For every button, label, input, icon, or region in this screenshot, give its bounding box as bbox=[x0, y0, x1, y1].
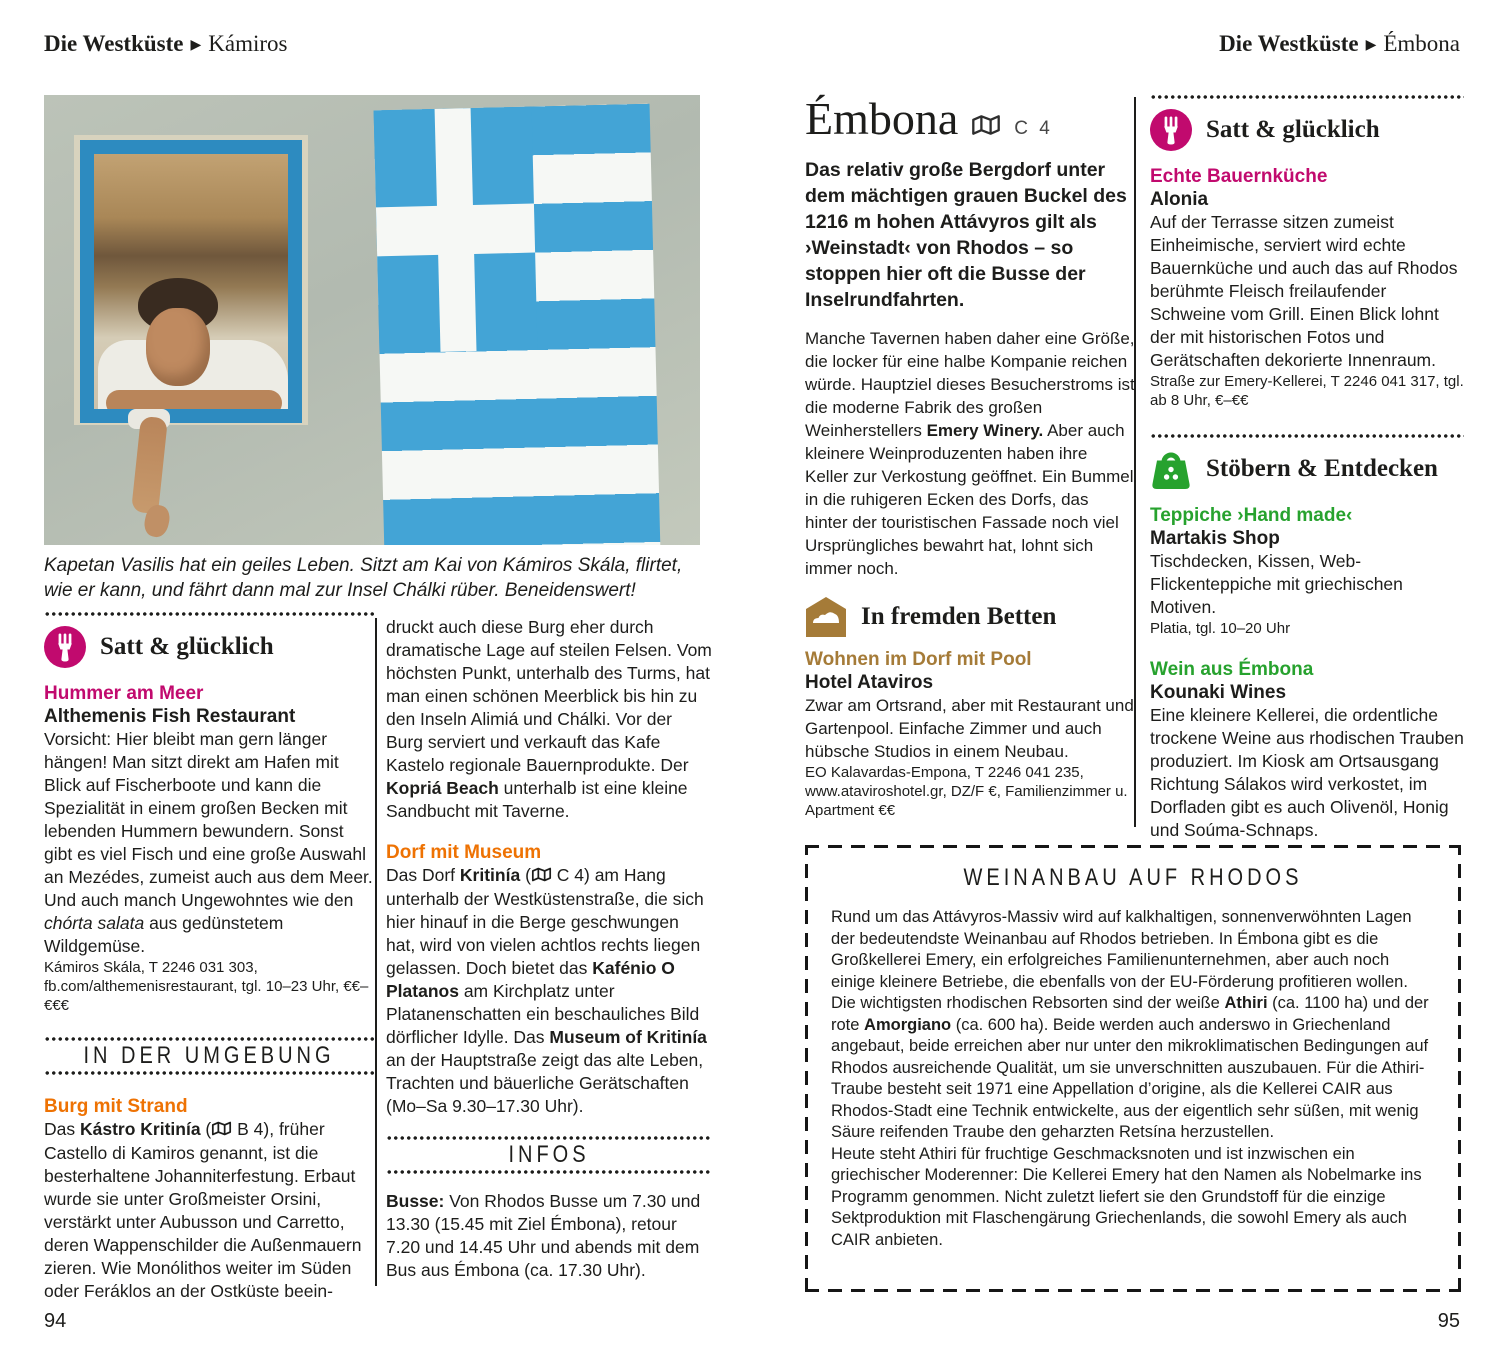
article-body: Manche Tavernen haben daher eine Größe, die locker für eine halbe Kompanie reichen würde. Hauptziel dieses Besucherstroms ist die moderne Fabrik des großen Weinherstellers Emery Winery. Aber auch kleinere Weinproduzenten haben ihre Keller zur Verkostung geöffnet. Ein Bummel in die ruhigeren Ecken des Dorfs, das hinter der touristischen Fassade noch viel Ursprüngliches bewahrt hat, lohnt sich immer noch. bbox=[805, 329, 1135, 578]
section-header-eat bbox=[44, 626, 374, 668]
rubric-label: IN DER UMGEBUNG bbox=[83, 1043, 335, 1069]
entry-kicker: Wohnen im Dorf mit Pool bbox=[805, 649, 1032, 670]
column-divider bbox=[375, 618, 377, 1286]
photo-caption: Kapetan Vasilis hat ein geiles Leben. Sitzt am Kai von Kámiros Skála, flirtet, wie er kann, und fährt dann mal zur Insel Chálki rüber. Beneidenswert! bbox=[44, 555, 683, 601]
infobox-title: WEINANBAU AUF RHODOS bbox=[963, 865, 1303, 891]
section-header-label: Satt & glücklich bbox=[100, 633, 274, 660]
section-header-label: Satt & glücklich bbox=[1206, 116, 1380, 143]
running-head-topic: Kámiros bbox=[208, 31, 288, 56]
infos-body: Busse: Von Rhodos Busse um 7.30 und 13.30 (15.45 mit Ziel Émbona), retour 7.20 und 14.45 Uhr und abends mit dem Bus aus Émbona (ca. 17.30 Uhr). bbox=[386, 1191, 701, 1280]
window bbox=[74, 135, 308, 425]
man-crossed-arms bbox=[106, 390, 282, 409]
man-hanging-arm bbox=[131, 416, 168, 514]
entry-body: Vorsicht: Hier bleibt man gern länger hängen! Man sitzt direkt am Hafen mit Blick auf Fischerboote und kann die Spezialität in einem großen Becken mit lebenden Hummern bewundern. Sonst gibt es viel Fisch und eine große Auswahl an Mezédes, zumeist auch aus dem Meer. Und auch manch Ungewohntes wie den chórta salata aus gedünstetem Wildgemüse. bbox=[44, 729, 373, 956]
infobox-paragraph: Rund um das Attávyros-Massiv wird auf kalkhaltigen, sonnenverwöhnten Lagen der bedeutendste Weinanbau auf Rhodos betrieben. In Émbona gibt es die Großkellerei Emery, ein erfolgreiches Familienunternehmen, aber auch noch einige kleinere Betriebe, die ebenfalls von der EU-Förderung profitieren wollen. Die wichtigsten rhodischen Rebsorten sind der weiße Athiri (ca. 1100 ha) und der rote Amorgiano (ca. 600 ha). Beide werden auch anderswo in Griechenland angebaut, beide erreichen aber nur unter den mikroklimatischen Bedingungen auf Rhodos ausreichende Qualität, um sie unverschnitten auszubauen. Für die Athiri-Traube besteht seit 1971 eine Appellation d’origine, als die Kellerei CAIR aus Rhodos-Stadt eine Technik entwickelte, aus der eigentlich sehr süßen, mit wenig Säure reifenden Traube den geharzten Retsína herzustellen. bbox=[831, 908, 1429, 1141]
entry-details: EO Kalavardas-Empona, T 2246 041 235, www.ataviroshotel.gr, DZ/F €, Familienzimmer u. Apartment €€ bbox=[805, 764, 1128, 819]
section-header-label: Stöbern & Entdecken bbox=[1206, 455, 1438, 482]
dotted-divider bbox=[44, 612, 374, 616]
entry-details: Kámiros Skála, T 2246 031 303, fb.com/althemenisrestaurant, tgl. 10–23 Uhr, €€–€€€ bbox=[44, 959, 369, 1014]
rubric-label: INFOS bbox=[508, 1142, 590, 1168]
page-number-right: 95 bbox=[1437, 1310, 1460, 1332]
section-header-eat bbox=[1150, 109, 1464, 151]
entry-body: Tischdecken, Kissen, Web-Flickenteppiche mit griechischen Motiven. bbox=[1150, 551, 1403, 617]
shopping-bag-icon bbox=[1150, 448, 1192, 490]
map-icon bbox=[211, 1119, 232, 1142]
entry-body: Das Dorf Kritinía ( C 4) am Hang unterhalb der Westküstenstraße, die sich hier hinauf in die Berge geschwungen hat, wird von vielen achtlos rechts liegen gelassen. Doch bietet das Kafénio O Platanos am Kirchplatz unter Platanenschatten ein beschauliches Bild dörflicher Idylle. Das Museum of Kritinía an der Hauptstraße zeigt das alte Leben, Trachten und bäuerliche Gerätschaften (Mo–Sa 9.30–17.30 Uhr). bbox=[386, 865, 707, 1116]
entry-body: Eine kleinere Kellerei, die ordentliche trockene Weine aus rhodischen Trauben produziert. Im Kiosk am Ortsausgang Richtung Sálakos wird verkostet, im Dorfladen gibt es auch Olivenöl, Honig und Soúma-Schnaps. bbox=[1150, 705, 1464, 840]
article-lead: Das relativ große Bergdorf unter dem mächtigen grauen Buckel des 1216 m hohen Attávyros gilt als ›Weinstadt‹ von Rhodos – so stoppen hier oft die Busse der Inselrundfahrten. bbox=[805, 159, 1127, 311]
window-frame bbox=[80, 140, 302, 423]
dotted-divider bbox=[1150, 95, 1464, 99]
map-icon bbox=[531, 865, 552, 888]
infobox-weinanbau bbox=[805, 845, 1461, 1292]
window-interior bbox=[94, 154, 288, 409]
map-grid-ref: C 4 bbox=[1014, 118, 1053, 139]
section-header-label: In fremden Betten bbox=[861, 603, 1057, 630]
entry-name: Hotel Ataviros bbox=[805, 672, 934, 693]
entry-kicker: Echte Bauernküche bbox=[1150, 166, 1328, 187]
article-title-row bbox=[805, 95, 1135, 143]
entry-body: Das Kástro Kritinía ( B 4), früher Castello di Kamiros genannt, ist die besterhaltene Johanniterfestung. Erbaut wurde sie unter Großmeister Orsini, verstärkt unter Aubusson und Carretto, deren Wappenschilder die Außenmauern zieren. Wie Monólithos weiter im Süden oder Feráklos an der Ostküste beein- bbox=[44, 1119, 362, 1301]
running-head-topic: Émbona bbox=[1383, 31, 1460, 56]
column-kamiros-left bbox=[44, 612, 374, 1303]
column-kamiros-right bbox=[386, 616, 712, 1282]
entry-name: Kounaki Wines bbox=[1150, 682, 1287, 703]
page-number-left: 94 bbox=[44, 1310, 67, 1332]
entry-kicker: Wein aus Émbona bbox=[1150, 659, 1314, 680]
infobox-paragraph: Heute steht Athiri für fruchtige Geschmacksnoten und ist inzwischen ein griechischer Moderenner: Die Kellerei Emery hat den Namen als Nobelmarke ins Programm genommen. Nicht zuletzt liefert sie den Grundstoff für die einzige Sektproduktion mit Flaschengärung Griechenlands, die sowohl Emery als auch CAIR anbieten. bbox=[831, 1144, 1422, 1249]
entry-name: Martakis Shop bbox=[1150, 528, 1280, 549]
map-icon bbox=[971, 105, 1001, 142]
rubric-infos bbox=[386, 1136, 712, 1174]
flag-cross-horizontal bbox=[376, 204, 535, 257]
section-header-sleep bbox=[805, 596, 1135, 638]
dotted-divider bbox=[1150, 434, 1464, 438]
entry-details: Straße zur Emery-Kellerei, T 2246 041 317, tgl. ab 8 Uhr, €–€€ bbox=[1150, 373, 1464, 409]
arrow-icon: ▶ bbox=[1365, 38, 1377, 53]
running-head-section: Die Westküste bbox=[1219, 31, 1359, 56]
running-head-left bbox=[44, 31, 288, 57]
greek-flag bbox=[374, 104, 661, 545]
running-head-right bbox=[1219, 31, 1460, 57]
running-head-section: Die Westküste bbox=[44, 31, 184, 56]
column-embona-listings bbox=[1150, 95, 1464, 842]
entry-kicker: Dorf mit Museum bbox=[386, 842, 542, 863]
fork-icon bbox=[1150, 109, 1192, 151]
entry-kicker: Burg mit Strand bbox=[44, 1096, 188, 1117]
entry-name: Althemenis Fish Restaurant bbox=[44, 706, 296, 727]
article-title: Émbona bbox=[805, 93, 959, 144]
entry-body-continued: druckt auch diese Burg eher durch dramatische Lage auf steilen Felsen. Vom höchsten Punkt, unterhalb des Turms, hat man einen schönen Meerblick bis hin zu den Inseln Alimiá und Chálki. Vor der Burg serviert und verkauft das Kafe Kastelo regionale Bauernprodukte. Der Kopriá Beach unterhalb ist eine kleine Sandbucht mit Taverne. bbox=[386, 617, 712, 821]
bed-icon bbox=[805, 596, 847, 638]
rubric-surroundings bbox=[44, 1037, 374, 1075]
photo-kamiros-skala bbox=[44, 95, 700, 545]
section-header-shop bbox=[1150, 448, 1464, 490]
entry-kicker: Hummer am Meer bbox=[44, 683, 204, 704]
entry-details: Platia, tgl. 10–20 Uhr bbox=[1150, 620, 1291, 637]
entry-name: Alonia bbox=[1150, 189, 1209, 210]
arrow-icon: ▶ bbox=[190, 38, 202, 53]
flag-canton bbox=[374, 107, 538, 354]
entry-body: Zwar am Ortsrand, aber mit Restaurant und Gartenpool. Einfache Zimmer und auch hübsche Studios in einem Neubau. bbox=[805, 696, 1134, 761]
entry-body: Auf der Terrasse sitzen zumeist Einheimische, serviert wird echte Bauernküche und auch das auf Rhodos berühmte Fleisch freilaufender Schweine vom Grill. Einen Blick lohnt der mit historischen Fotos und Gerätschaften dekorierte Innenraum. bbox=[1150, 212, 1458, 370]
man-face bbox=[146, 308, 210, 386]
fork-icon bbox=[44, 626, 86, 668]
entry-kicker: Teppiche ›Hand made‹ bbox=[1150, 505, 1353, 526]
column-embona-article bbox=[805, 95, 1135, 820]
